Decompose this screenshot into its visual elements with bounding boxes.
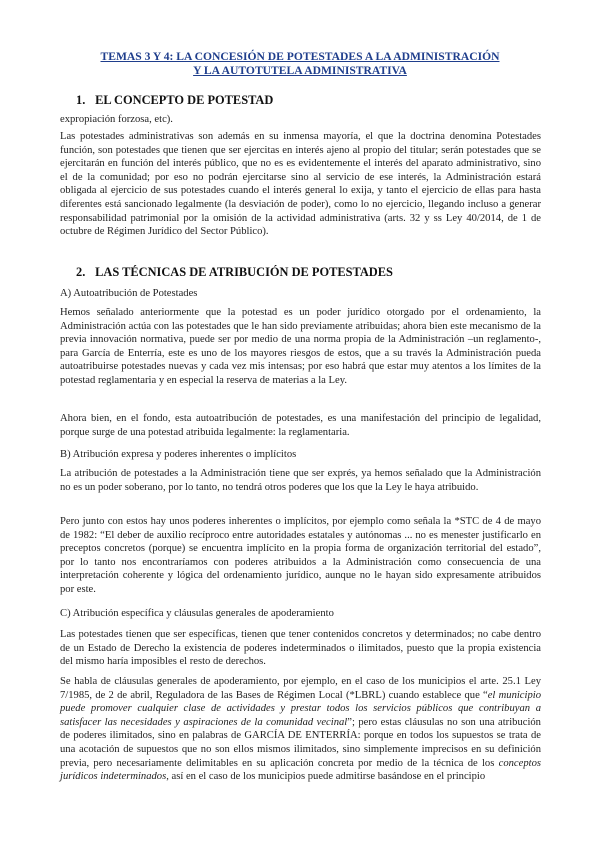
law-quote: el municipio puede promover cualquier clase de actividades y prestar todos los servicios públicos que contribuyan a satisfacer las necesidades y aspiraciones de la comunidad vecinal [60,689,541,728]
title-line-1: TEMAS 3 Y 4: LA CONCESIÓN DE POTESTADES A LA ADMINISTRACIÓN [100,50,500,63]
subsection-c-heading: C) Atribución específica y cláusulas generales de apoderamiento [60,608,334,619]
subsection-c-paragraph-1: Las potestades tienen que ser específicas, tienen que tener contenidos concretos y determinados; no cabe dentro de un Estado de Derecho la existencia de poderes indeterminados o ilimitados, puesto que la propia existencia del mismo haría imposibles el resto de derechos. [60,629,541,668]
section-1-paragraph: Las potestades administrativas son además en su inmensa mayoría, el que la doctrina denomina Potestades función, son potestades que tienen que ser ejercitas en interés ajeno al propio del titular; serán potestades que se ejercitarán en función del interés público, que no es es evidentemente el interés del aparato administrativo, sino el de la comunidad; por eso no podrán ejercitarse sino al servicio de ese interés, la Administración estará obligada al ejercicio de sus potestades cuando el interés general lo exija, y tanto el ejercicio de ellas para hasta diferentes está sancionado legalmente (la desviación de poder), como lo no ejercicio, llegando incluso a generar responsabilidad patrimonial por la omisión de la actividad administrativa (arts. 32 y ss Ley 40/2014, de 1 de octubre de Régimen Jurídico del Sector Público). [60,131,541,238]
title-line-2: Y LA AUTOTUTELA ADMINISTRATIVA [193,64,407,77]
subsection-c-text-a: Se habla de cláusulas generales de apoderamiento, por ejemplo, en el caso de los municipios el arte. 25.1 Ley 7/1985, de 2 de abril, Reguladora de las Bases de Régimen Local (*LBRL) cuando establece que “ [60,676,541,701]
subsection-a-paragraph-1: Hemos señalado anteriormente que la potestad es un poder jurídico otorgado por el ordenamiento, la Administración actúa con las potestades que le han sido previamente atribuidas; ahora bien este mecanismo de la previa innovación normativa, puede ser por medio de una norma propia de la Administración –un reglamento-, para García de Enterría, este es uno de los mayores riesgos de estos, que a su través la Administración pueda autoatribuirse potestades nuevas y cada vez mis intensas; por eso habrá que estar muy atentos a los límites de la potestad reglamentaria y en especial la reserva de materias a la Ley. [60,307,541,386]
section-1-number: 1. [76,93,86,107]
subsection-b-paragraph-1: La atribución de potestades a la Administración tiene que ser exprés, ya hemos señalado que la Administración no es un poder soberano, por lo tanto, no tendrá otros poderes que los que la Ley le haya atribuido. [60,468,541,493]
subsection-a-heading: A) Autoatribución de Potestades [60,288,198,299]
section-2-number: 2. [76,265,86,279]
subsection-b-heading: B) Atribución expresa y poderes inherentes o implícitos [60,449,297,460]
section-1-heading [76,93,273,108]
subsection-c-text-b: ”; pero estas cláusulas no son una atribución de poderes ilimitados, sino en palabras de GARCÍA DE ENTERRÍA: porque en todos los supuestos se trata de una acotación de supuestos que no son ellos mismos ilimitados, sino simplemente imprecisos en su definición previa, pero necesariamente delimitables en su aplicación concreta por medio de la técnica de los [60,716,541,769]
section-1-title: EL CONCEPTO DE POTESTAD [95,93,274,107]
subsection-c-paragraph-2 [60,675,541,784]
document-title [60,50,540,78]
subsection-a-paragraph-2: Ahora bien, en el fondo, esta autoatribución de potestades, es una manifestación del principio de legalidad, porque surge de una potestad atribuida legalmente: la reglamentaria. [60,413,541,438]
section-2-title: LAS TÉCNICAS DE ATRIBUCIÓN DE POTESTADES [95,265,393,279]
subsection-b-paragraph-2: Pero junto con estos hay unos poderes inherentes o implícitos, por ejemplo como señala la *STC de 4 de mayo de 1982: “El deber de auxilio recíproco entre autoridades estatales y autónomas ... no es menester justificarlo en preceptos concretos (porque) se encuentra implícito en la propia forma de organización territorial del estado”, por lo tanto nos encontraríamos con poderes atribuidos a la Administración como consecuencia de una interpretación coherente y lógica del ordenamiento jurídico, aunque no le hayan sido expresamente atribuidos por este. [60,516,541,595]
section-1-continuation: expropiación forzosa, etc). [60,114,173,125]
section-2-heading [76,265,393,280]
subsection-c-text-c: , así en el caso de los municipios puede admitirse basándose en el principio [166,771,486,783]
legal-term: conceptos jurídicos indeterminados [60,757,541,783]
